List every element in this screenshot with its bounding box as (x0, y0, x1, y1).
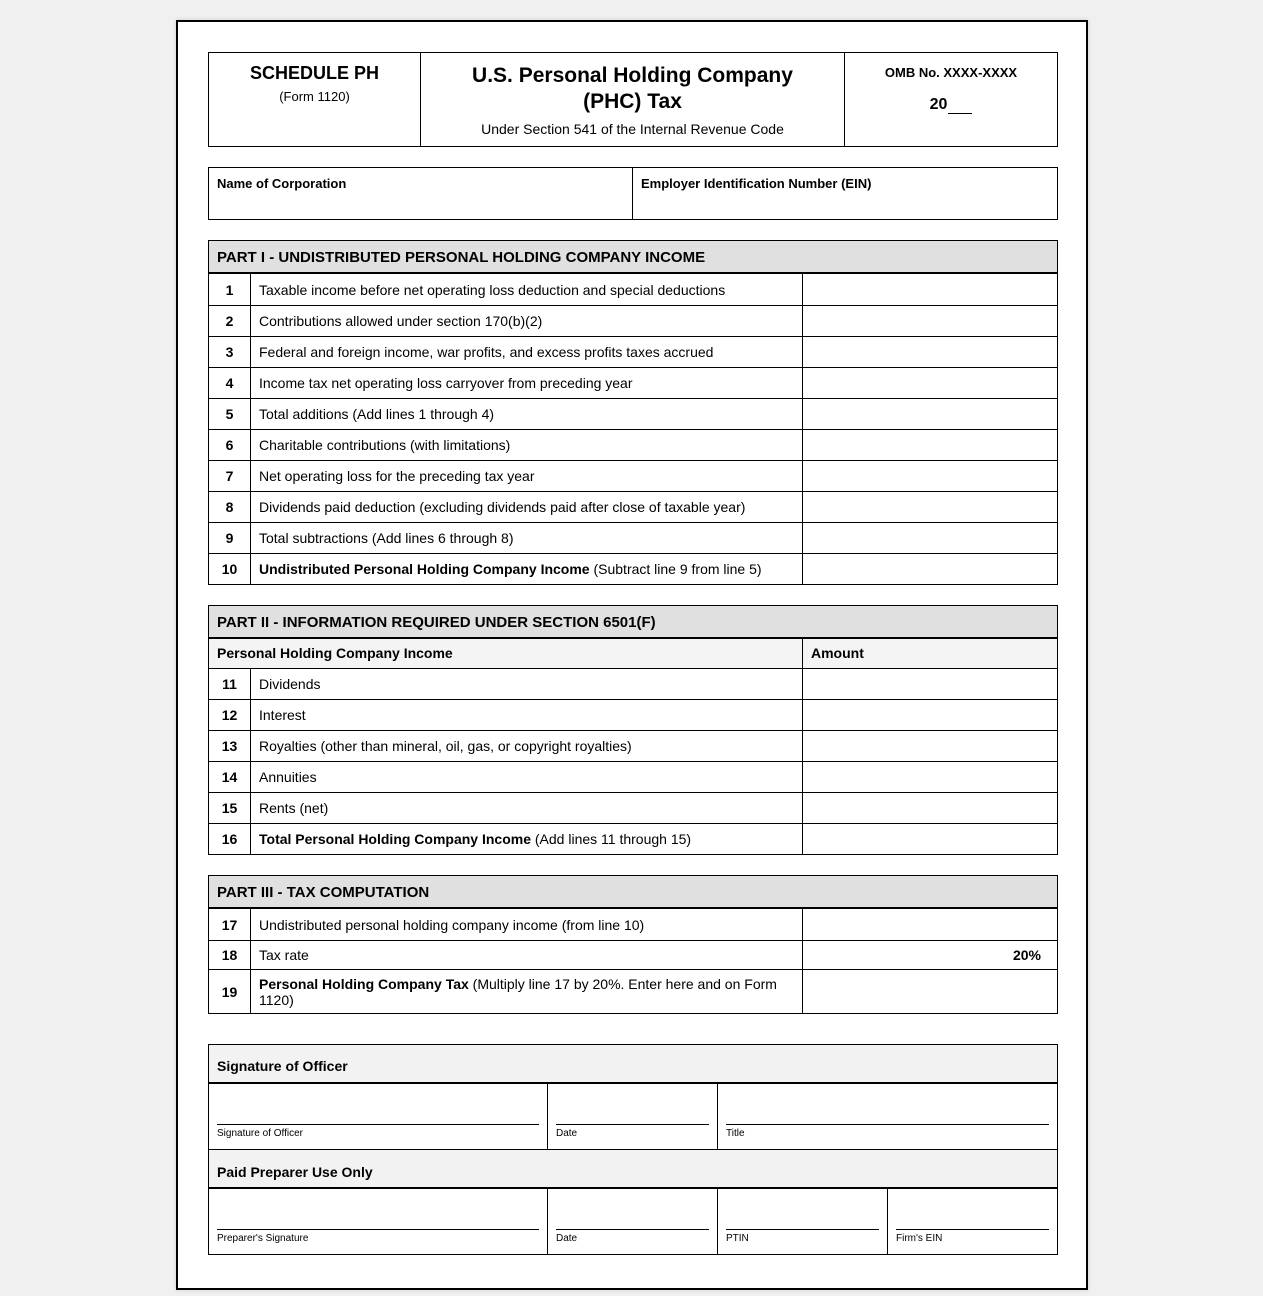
line-description-text (259, 375, 633, 391)
preparer-signature-row (209, 1189, 1057, 1254)
line-18-row (209, 940, 1057, 969)
line-3-amount-field[interactable] (803, 337, 1057, 367)
line-description-rest: (Subtract line 9 from line 5) (589, 561, 762, 577)
line-number: 8 (209, 492, 251, 522)
line-description-rest: Interest (259, 707, 306, 723)
line-description-rest: Royalties (other than mineral, oil, gas, or copyright royalties) (259, 738, 632, 754)
line-description (251, 368, 803, 398)
line-7-row (209, 460, 1057, 491)
line-description-rest: Taxable income before net operating loss deduction and special deductions (259, 281, 726, 298)
line-description-text (259, 282, 725, 298)
line-description-rest: Undistributed personal holding company income (from line 10) (259, 916, 645, 933)
line-description-text (259, 530, 513, 546)
line-number: 18 (209, 941, 251, 969)
line-description (251, 337, 803, 367)
line-13-amount-field[interactable] (803, 731, 1057, 761)
officer-title-field[interactable] (718, 1084, 1057, 1149)
column-amount-label: Amount (811, 645, 864, 661)
officer-signature-field[interactable] (209, 1084, 548, 1149)
ein-field[interactable] (633, 168, 1057, 219)
line-description (251, 306, 803, 336)
signature-line (556, 1229, 709, 1230)
line-number: 4 (209, 368, 251, 398)
part-1-lines (209, 274, 1057, 584)
preparer-ptin-label: PTIN (726, 1233, 749, 1244)
line-description-rest: Income tax net operating loss carryover from preceding year (259, 375, 633, 391)
preparer-signature-label: Preparer's Signature (217, 1233, 309, 1244)
line-2-amount-field[interactable] (803, 306, 1057, 336)
line-description-bold: Undistributed Personal Holding Company Income (259, 561, 590, 577)
corporation-name-label: Name of Corporation (217, 176, 347, 191)
signature-section (208, 1044, 1058, 1255)
line-15-amount-field[interactable] (803, 793, 1057, 823)
line-description-text (259, 707, 306, 723)
line-14-amount-field[interactable] (803, 762, 1057, 792)
part-2-title: PART II - INFORMATION REQUIRED UNDER SECTION 6501(F) (209, 606, 1057, 639)
line-number: 16 (209, 824, 251, 854)
part-2-column-header (209, 639, 1057, 668)
line-4-amount-field[interactable] (803, 368, 1057, 398)
line-number: 13 (209, 731, 251, 761)
line-8-row (209, 491, 1057, 522)
line-3-row (209, 336, 1057, 367)
line-description (251, 399, 803, 429)
line-18-amount-field[interactable]: 20% (1012, 947, 1041, 963)
line-number: 2 (209, 306, 251, 336)
part-2 (208, 605, 1058, 855)
line-description-text (259, 561, 762, 577)
line-description-rest: Dividends (259, 676, 321, 692)
line-number: 3 (209, 337, 251, 367)
line-1-row (209, 274, 1057, 305)
line-12-row (209, 699, 1057, 730)
form-subtitle: Under Section 541 of the Internal Revenue Code (481, 121, 784, 137)
part-2-lines (209, 668, 1057, 854)
part-1-title: PART I - UNDISTRIBUTED PERSONAL HOLDING COMPANY INCOME (209, 241, 1057, 274)
line-6-amount-field[interactable] (803, 430, 1057, 460)
line-description (251, 461, 803, 491)
form-page (176, 20, 1088, 1290)
line-description (251, 762, 803, 792)
preparer-heading: Paid Preparer Use Only (209, 1149, 1057, 1189)
line-description (251, 731, 803, 761)
line-5-amount-field[interactable] (803, 399, 1057, 429)
firm-ein-field[interactable] (888, 1189, 1057, 1254)
line-description-rest: (Multiply line 17 by 20%. Enter here and on Form 1120) (259, 975, 777, 1008)
line-description-text (259, 406, 494, 422)
line-number: 7 (209, 461, 251, 491)
form-ref: (Form 1120) (279, 89, 350, 104)
line-description-rest: Tax rate (259, 947, 309, 963)
line-17-row (209, 909, 1057, 940)
line-description (251, 554, 803, 584)
line-description-rest: Total subtractions (Add lines 6 through 8) (259, 530, 514, 546)
line-12-amount-field[interactable] (803, 700, 1057, 730)
officer-date-label: Date (556, 1128, 578, 1139)
preparer-date-label: Date (556, 1233, 578, 1244)
line-description-bold: Personal Holding Company Tax (259, 975, 469, 992)
tax-year-blank[interactable] (948, 99, 972, 114)
line-description-text (259, 976, 802, 1008)
line-4-row (209, 367, 1057, 398)
line-14-row (209, 761, 1057, 792)
signature-line (217, 1229, 539, 1230)
line-description-text (259, 769, 317, 785)
officer-date-field[interactable] (548, 1084, 718, 1149)
line-1-amount-field[interactable] (803, 274, 1057, 305)
officer-signature-heading: Signature of Officer (209, 1045, 1057, 1084)
line-description-text (259, 676, 320, 692)
line-19-amount-field[interactable] (803, 970, 1057, 1013)
preparer-date-field[interactable] (548, 1189, 718, 1254)
line-description-text (259, 499, 745, 515)
line-description (251, 700, 803, 730)
line-11-amount-field[interactable] (803, 669, 1057, 699)
line-description-text (259, 800, 328, 816)
omb-box (845, 53, 1057, 146)
line-19-row (209, 969, 1057, 1013)
line-description (251, 793, 803, 823)
line-description-rest: Rents (net) (259, 800, 329, 816)
line-9-amount-field[interactable] (803, 523, 1057, 553)
tax-year-prefix: 20 (929, 96, 948, 113)
ein-label: Employer Identification Number (EIN) (641, 176, 872, 191)
line-description-text (259, 313, 542, 329)
line-description (251, 941, 803, 969)
line-11-row (209, 668, 1057, 699)
signature-line (556, 1124, 709, 1125)
line-description-text (259, 468, 535, 484)
line-number: 14 (209, 762, 251, 792)
line-number: 9 (209, 523, 251, 553)
line-description-text (259, 947, 309, 963)
line-13-row (209, 730, 1057, 761)
line-5-row (209, 398, 1057, 429)
line-number: 17 (209, 909, 251, 940)
schedule-box (209, 53, 421, 146)
preparer-ptin-field[interactable] (718, 1189, 888, 1254)
officer-signature-label: Signature of Officer (217, 1128, 303, 1139)
line-number: 11 (209, 669, 251, 699)
line-description (251, 274, 803, 305)
line-description-rest: Charitable contributions (with limitations) (259, 437, 511, 453)
line-2-row (209, 305, 1057, 336)
line-number: 19 (209, 970, 251, 1013)
omb-number: OMB No. XXXX-XXXX (884, 65, 1018, 80)
column-income-label: Personal Holding Company Income (209, 639, 803, 668)
line-description (251, 430, 803, 460)
title-box (421, 53, 845, 146)
line-description-rest: (Add lines 11 through 15) (531, 831, 692, 847)
line-description (251, 669, 803, 699)
line-description-rest: Annuities (259, 769, 317, 785)
preparer-signature-field[interactable] (209, 1189, 548, 1254)
line-16-row (209, 823, 1057, 854)
line-number: 1 (209, 274, 251, 305)
signature-line (726, 1124, 1049, 1125)
firm-ein-label: Firm's EIN (896, 1233, 943, 1244)
part-3 (208, 875, 1058, 1014)
line-number: 12 (209, 700, 251, 730)
tax-year (845, 96, 1057, 114)
corporation-name-field[interactable] (209, 168, 633, 219)
line-description-bold: Total Personal Holding Company Income (259, 831, 531, 847)
line-10-row (209, 553, 1057, 584)
line-description (251, 523, 803, 553)
line-8-amount-field[interactable] (803, 492, 1057, 522)
line-number: 6 (209, 430, 251, 460)
line-description (251, 909, 803, 940)
line-number: 10 (209, 554, 251, 584)
line-10-amount-field[interactable] (803, 554, 1057, 584)
line-number: 5 (209, 399, 251, 429)
line-description-text (259, 437, 510, 453)
officer-title-label: Title (726, 1128, 745, 1139)
line-description-text (259, 738, 632, 754)
part-1 (208, 240, 1058, 585)
officer-signature-row (209, 1084, 1057, 1149)
line-description (251, 970, 803, 1013)
line-description-text (259, 831, 691, 847)
schedule-name: SCHEDULE PH (249, 63, 379, 83)
form-title: U.S. Personal Holding Company (PHC) Tax (472, 64, 793, 113)
part-3-lines (209, 909, 1057, 1013)
form-content (208, 52, 1058, 1255)
line-description (251, 824, 803, 854)
line-16-amount-field[interactable] (803, 824, 1057, 854)
line-9-row (209, 522, 1057, 553)
line-description-rest: Total additions (Add lines 1 through 4) (259, 406, 495, 422)
line-description-text (259, 917, 644, 933)
line-description-rest: Contributions allowed under section 170(b)(2) (259, 313, 543, 329)
signature-line (726, 1229, 879, 1230)
corporation-info (208, 167, 1058, 220)
line-description (251, 492, 803, 522)
line-number: 15 (209, 793, 251, 823)
line-7-amount-field[interactable] (803, 461, 1057, 491)
line-description-text (259, 344, 713, 360)
part-3-title: PART III - TAX COMPUTATION (209, 876, 1057, 909)
line-description-rest: Dividends paid deduction (excluding dividends paid after close of taxable year) (259, 499, 746, 515)
line-description-rest: Federal and foreign income, war profits, and excess profits taxes accrued (259, 344, 714, 360)
signature-line (896, 1229, 1049, 1230)
line-6-row (209, 429, 1057, 460)
signature-line (217, 1124, 539, 1125)
line-17-amount-field[interactable] (803, 909, 1057, 940)
line-15-row (209, 792, 1057, 823)
line-description-rest: Net operating loss for the preceding tax year (259, 468, 535, 484)
form-header (208, 52, 1058, 147)
